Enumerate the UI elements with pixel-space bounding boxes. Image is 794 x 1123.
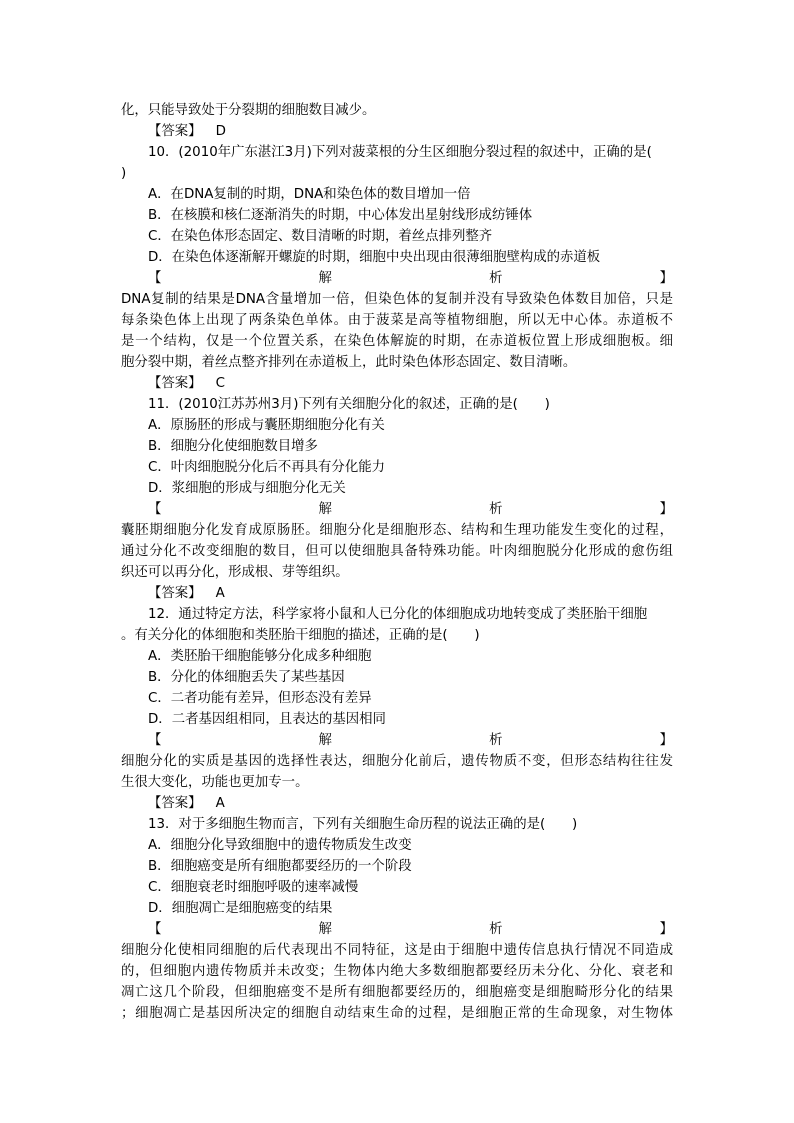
answer-value: A (215, 796, 225, 811)
answer-line (148, 583, 700, 604)
analysis-text: 通过分化不改变细胞的数目，但可以使细胞具备特殊功能。叶肉细胞脱分化形成的愈伤组 (121, 544, 673, 559)
option-c: C．二者功能有差异，但形态没有差异 (148, 691, 372, 706)
answer-value: D (215, 124, 226, 139)
option-c: C．在染色体形态固定、数目清晰的时期，着丝点排列整齐 (148, 229, 493, 244)
option-b: B．分化的体细胞丢失了某些基因 (148, 670, 345, 685)
analysis-text: 胞分裂中期，着丝点整齐排列在赤道板上，此时染色体形态固定、数目清晰。 (121, 355, 577, 370)
analysis-heading: 【 解 析 】 (148, 922, 673, 937)
analysis-text: 生很大变化，功能也更加专一。 (121, 775, 309, 790)
analysis-text: 织还可以再分化，形成根、芽等组织。 (121, 565, 349, 580)
option-b: B．细胞癌变是所有细胞都要经历的一个阶段 (148, 859, 412, 874)
question-stem: 。有关分化的体细胞和类胚胎干细胞的描述，正确的是( ) (121, 628, 480, 643)
question-stem: 12．通过特定方法，科学家将小鼠和人已分化的体细胞成功地转变成了类胚胎干细胞 (148, 607, 648, 622)
analysis-heading: 【 解 析 】 (148, 733, 673, 748)
analysis-text: 每条染色体上出现了两条染色单体。由于菠菜是高等植物细胞，所以无中心体。赤道板不 (121, 313, 673, 328)
answer-value: A (215, 586, 225, 601)
answer-label: 【答案】 (148, 376, 202, 391)
answer-line (148, 121, 700, 142)
analysis-text: 细胞分化使相同细胞的后代表现出不同特征，这是由于细胞中遗传信息执行情况不同造成 (121, 943, 673, 958)
analysis-text: 细胞分化的实质是基因的选择性表达，细胞分化前后，遗传物质不变，但形态结构往往发 (121, 754, 673, 769)
analysis-text: 的，但细胞内遗传物质并未改变；生物体内绝大多数细胞都要经历未分化、分化、衰老和 (121, 964, 673, 979)
question-stem: 11．(2010江苏苏州3月)下列有关细胞分化的叙述，正确的是( ) (148, 397, 550, 412)
analysis-heading: 【 解 析 】 (148, 271, 673, 286)
question-stem-close: ) (121, 166, 127, 181)
option-c: C．细胞衰老时细胞呼吸的速率减慢 (148, 880, 359, 895)
option-d: D．在染色体逐渐解开螺旋的时期，细胞中央出现由很薄细胞壁构成的赤道板 (148, 250, 601, 265)
answer-line (148, 373, 700, 394)
answer-line (148, 793, 700, 814)
analysis-text: 囊胚期细胞分化发育成原肠胚。细胞分化是细胞形态、结构和生理功能发生变化的过程， (121, 523, 673, 538)
option-b: B．在核膜和核仁逐渐消失的时期，中心体发出星射线形成纺锤体 (148, 208, 533, 223)
analysis-text: DNA复制的结果是DNA含量增加一倍，但染色体的复制并没有导致染色体数目加倍，只是 (121, 292, 673, 307)
option-d: D．浆细胞的形成与细胞分化无关 (148, 481, 346, 496)
option-d: D．二者基因组相同，且表达的基因相同 (148, 712, 386, 727)
text-line: 化，只能导致处于分裂期的细胞数目减少。 (121, 103, 376, 118)
option-a: A．原肠胚的形成与囊胚期细胞分化有关 (148, 418, 385, 433)
analysis-text: ；细胞凋亡是基因所决定的细胞自动结束生命的过程，是细胞正常的生命现象，对生物体 (121, 1006, 673, 1021)
option-d: D．细胞凋亡是细胞癌变的结果 (148, 901, 333, 916)
answer-label: 【答案】 (148, 796, 202, 811)
analysis-heading: 【 解 析 】 (148, 502, 673, 517)
analysis-text: 是一个结构，仅是一个位置关系，在染色体解旋的时期，在赤道板位置上形成细胞板。细 (121, 334, 673, 349)
question-stem: 13．对于多细胞生物而言，下列有关细胞生命历程的说法正确的是( ) (148, 817, 578, 832)
option-a: A．在DNA复制的时期，DNA和染色体的数目增加一倍 (148, 187, 471, 202)
answer-label: 【答案】 (148, 586, 202, 601)
option-a: A．类胚胎干细胞能够分化成多种细胞 (148, 649, 372, 664)
answer-label: 【答案】 (148, 124, 202, 139)
option-c: C．叶肉细胞脱分化后不再具有分化能力 (148, 460, 385, 475)
analysis-text: 凋亡这几个阶段，但细胞癌变不是所有细胞都要经历的，细胞癌变是细胞畸形分化的结果 (121, 985, 673, 1000)
answer-value: C (215, 376, 225, 391)
option-a: A．细胞分化导致细胞中的遗传物质发生改变 (148, 838, 412, 853)
option-b: B．细胞分化使细胞数目增多 (148, 439, 318, 454)
question-stem: 10．(2010年广东湛江3月)下列对菠菜根的分生区细胞分裂过程的叙述中，正确的是( (148, 145, 652, 160)
